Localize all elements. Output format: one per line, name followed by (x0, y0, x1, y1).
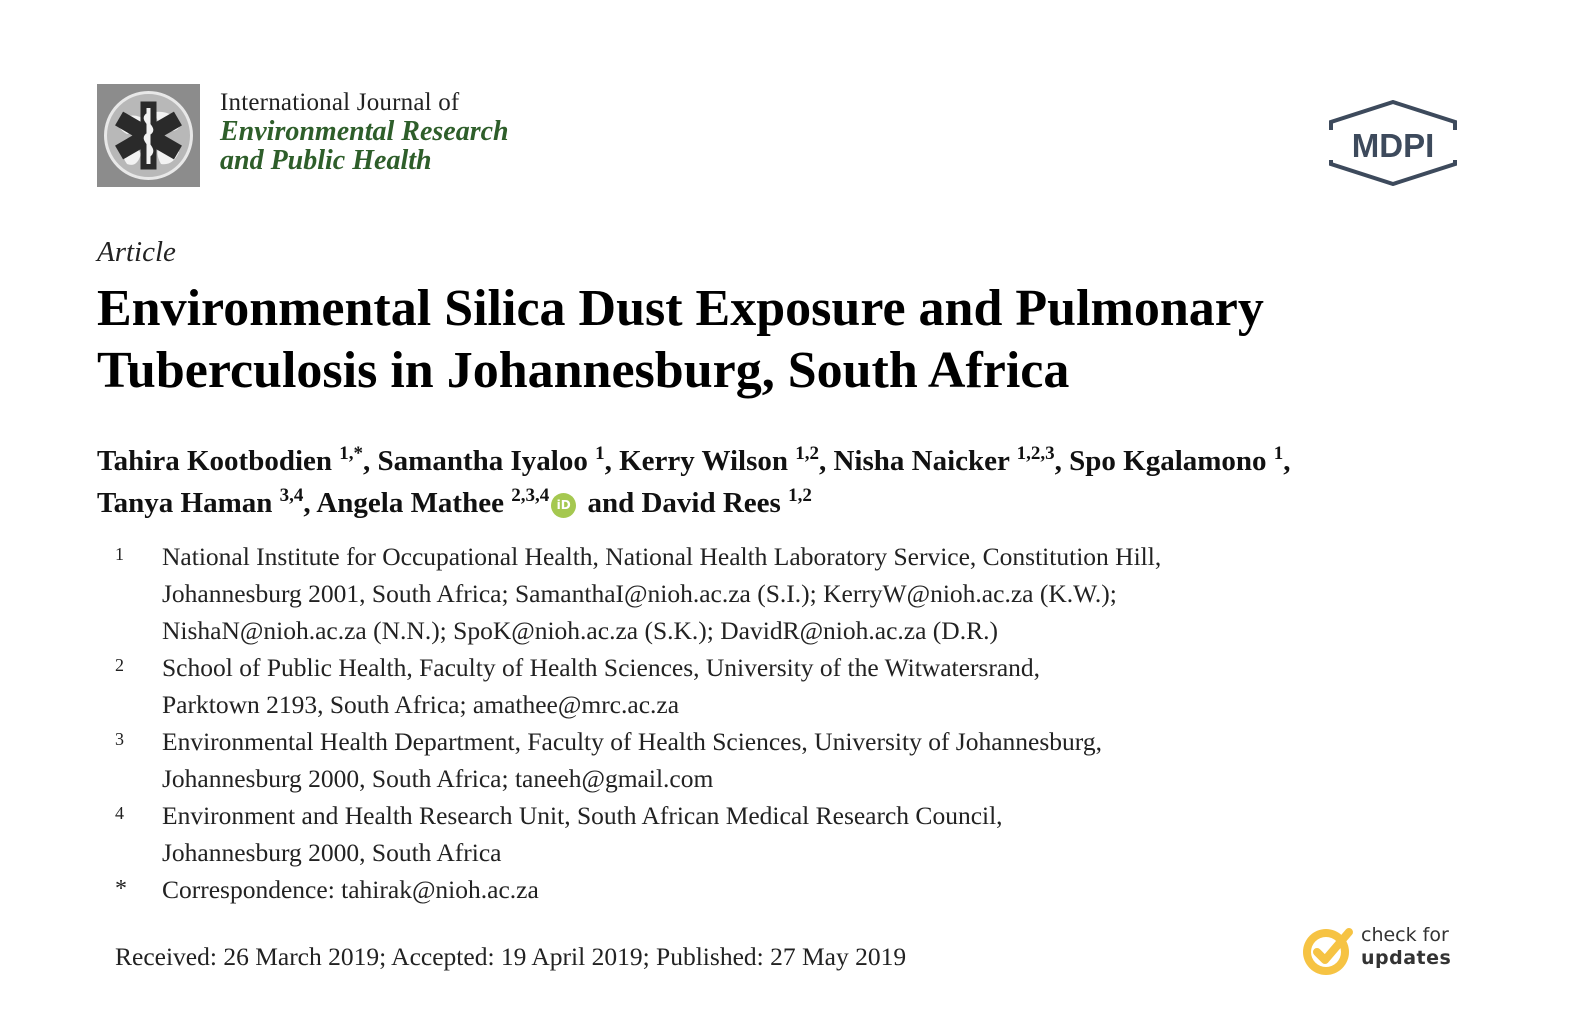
paper-title-line2: Tuberculosis in Johannesburg, South Africa (97, 342, 1070, 399)
article-type: Article (97, 236, 176, 268)
affiliation-item (115, 649, 1445, 723)
affiliation-line: National Institute for Occupational Health, National Health Laboratory Service, Constitution Hill, (162, 542, 1162, 571)
author-affiliation: 1,2 (795, 443, 819, 464)
paper-title-line1: Environmental Silica Dust Exposure and Pulmonary (97, 280, 1264, 337)
correspondence-marker: * (115, 876, 127, 902)
author-affiliation: 1 (1273, 443, 1284, 464)
author-affiliation: 1,2,3 (1016, 443, 1055, 464)
author-name[interactable]: Kerry Wilson (619, 445, 788, 477)
author-separator: , (363, 445, 378, 477)
affiliation-line: Johannesburg 2000, South Africa (162, 838, 502, 867)
author-name[interactable]: Tanya Haman (97, 487, 273, 519)
journal-name-line3: and Public Health (220, 145, 432, 176)
author-name[interactable]: Spo Kgalamono (1069, 445, 1267, 477)
orcid-icon[interactable]: iD (551, 493, 576, 518)
affiliation-number: 4 (115, 803, 124, 823)
affiliation-line: Johannesburg 2001, South Africa; SamanthaI@nioh.ac.za (S.I.); KerryW@nioh.ac.za (K.W.); (162, 579, 1117, 608)
author-separator: , (303, 487, 317, 519)
affiliation-item (115, 797, 1445, 871)
author-name[interactable]: David Rees (641, 487, 781, 519)
author-name[interactable]: Nisha Naicker (833, 445, 1010, 477)
author-affiliation: 1,2 (788, 485, 812, 506)
affiliation-number: 2 (115, 655, 124, 675)
correspondence-line: Correspondence: tahirak@nioh.ac.za (162, 875, 539, 904)
checkmark-badge-icon (1300, 922, 1356, 978)
author-affiliation: 2,3,4 (511, 485, 550, 506)
affiliation-line: Johannesburg 2000, South Africa; taneeh@gmail.com (162, 764, 714, 793)
author-affiliation: 3,4 (279, 485, 304, 506)
author-separator: , (1054, 445, 1070, 477)
affiliation-line: Environment and Health Research Unit, South African Medical Research Council, (162, 801, 1003, 830)
author-separator: and (580, 487, 642, 519)
affiliation-line: School of Public Health, Faculty of Health Sciences, University of the Witwatersrand, (162, 653, 1041, 682)
check-updates-line2: updates (1361, 947, 1452, 969)
affiliation-line: Parktown 2193, South Africa; amathee@mrc.ac.za (162, 690, 680, 719)
publication-dates: Received: 26 March 2019; Accepted: 19 April 2019; Published: 27 May 2019 (115, 942, 907, 971)
author-separator: , (818, 445, 834, 477)
author-separator: , (604, 445, 620, 477)
author-affiliation: 1 (595, 443, 605, 464)
affiliation-item (115, 723, 1445, 797)
journal-name-line1: International Journal of (220, 89, 460, 116)
author-name[interactable]: Angela Mathee (316, 487, 504, 519)
author-separator: , (1283, 445, 1291, 477)
affiliation-number: 1 (115, 544, 124, 564)
check-updates-line1: check for (1361, 924, 1449, 946)
mdpi-logo-text: MDPI (1351, 127, 1435, 164)
affiliation-item (115, 538, 1445, 649)
globe-caduceus-icon (97, 84, 200, 187)
mdpi-hexagon-logo-icon (1327, 100, 1459, 186)
journal-logo (97, 84, 200, 187)
affiliation-number: 3 (115, 729, 124, 749)
journal-name-line2: Environmental Research (220, 116, 509, 147)
author-name[interactable]: Tahira Kootbodien (97, 445, 333, 477)
journal-name (220, 88, 509, 175)
affiliation-list (115, 538, 1445, 908)
affiliation-line: Environmental Health Department, Faculty of Health Sciences, University of Johannesburg, (162, 727, 1102, 756)
author-name[interactable]: Samantha Iyaloo (377, 445, 588, 477)
author-list (97, 440, 1517, 524)
check-for-updates-button[interactable] (1300, 922, 1465, 982)
correspondence-item (115, 871, 1445, 908)
paper-title (97, 278, 1517, 402)
affiliation-line: NishaN@nioh.ac.za (N.N.); SpoK@nioh.ac.za (S.K.); DavidR@nioh.ac.za (D.R.) (162, 616, 998, 645)
author-affiliation: 1,* (339, 443, 364, 464)
